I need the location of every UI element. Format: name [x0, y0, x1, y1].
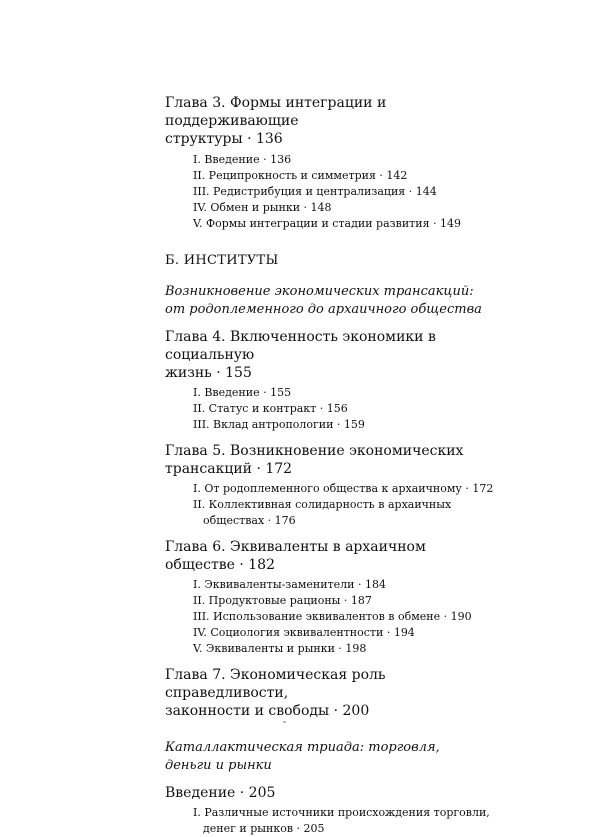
toc-item: I. От родоплеменного общества к архаичному · 172: [193, 482, 494, 495]
toc-item: III. Использование эквивалентов в обмене · 190: [193, 610, 472, 623]
toc-item: IV. Социология эквивалентности · 194: [193, 626, 415, 639]
toc-item: III. Вклад антропологии · 159: [193, 418, 365, 431]
chapter-3-title-line1: Глава 3. Формы интеграции и поддерживающие: [165, 95, 387, 129]
chapter-6-items: [165, 577, 495, 657]
chapter-3-title-line2: структуры · 136: [165, 131, 283, 147]
toc-item: II. Реципрокность и симметрия · 142: [193, 169, 408, 182]
chapter-4-items: [165, 385, 495, 433]
toc-item: III. Редистрибуция и централизация · 144: [193, 185, 437, 198]
toc-item-line1: I. Различные источники происхождения торговли,: [193, 806, 490, 819]
toc-item: I. Введение · 155: [193, 386, 292, 399]
table-of-contents: [165, 94, 495, 837]
introduction-heading: Введение · 205: [165, 785, 276, 801]
toc-item: V. Эквиваленты и рынки · 198: [193, 642, 367, 655]
toc-item: I. Эквиваленты-заменители · 184: [193, 578, 386, 591]
part-2-heading: [165, 739, 495, 775]
toc-item-line2: денег и рынков · 205: [203, 822, 325, 835]
toc-item: [165, 497, 495, 529]
chapter-3-items: [165, 152, 495, 232]
part-1-line2: от родоплеменного до архаичного общества: [165, 302, 482, 317]
part-1-line1: Возникновение экономических трансакций:: [165, 284, 474, 299]
chapter-5-title-line1: Глава 5. Возникновение экономических: [165, 443, 464, 459]
chapter-4-heading: [165, 328, 495, 382]
chapter-5-items: [165, 481, 495, 529]
chapter-4-title-line2: жизнь · 155: [165, 365, 252, 381]
toc-item-line1: II. Коллективная солидарность в архаичных: [193, 498, 452, 511]
toc-item: [165, 805, 495, 837]
toc-item: II. Продуктовые рационы · 187: [193, 594, 372, 607]
chapter-4-title-line1: Глава 4. Включенность экономики в социальную: [165, 329, 436, 363]
chapter-7-title-line2: законности и свободы · 200: [165, 703, 370, 719]
section-b-heading: Б. ИНСТИТУТЫ: [165, 253, 279, 268]
scan-speck: [283, 721, 286, 723]
part-2-line1: Каталлактическая триада: торговля,: [165, 740, 440, 755]
chapter-6-heading: Глава 6. Эквиваленты в архаичном обществе · 182: [165, 539, 426, 573]
chapter-5-heading: [165, 442, 495, 478]
chapter-7-heading: [165, 666, 495, 720]
introduction-items: [165, 805, 495, 837]
toc-item: V. Формы интеграции и стадии развития · 149: [193, 217, 462, 230]
toc-item: II. Статус и контракт · 156: [193, 402, 348, 415]
part-2-line2: деньги и рынки: [165, 758, 272, 773]
toc-item: IV. Обмен и рынки · 148: [193, 201, 332, 214]
toc-item: I. Введение · 136: [193, 153, 292, 166]
chapter-3-heading: [165, 94, 495, 148]
part-1-heading: [165, 283, 495, 319]
chapter-5-title-line2: трансакций · 172: [165, 461, 293, 477]
toc-item-line2: обществах · 176: [203, 514, 296, 527]
chapter-7-title-line1: Глава 7. Экономическая роль справедливости,: [165, 667, 386, 701]
